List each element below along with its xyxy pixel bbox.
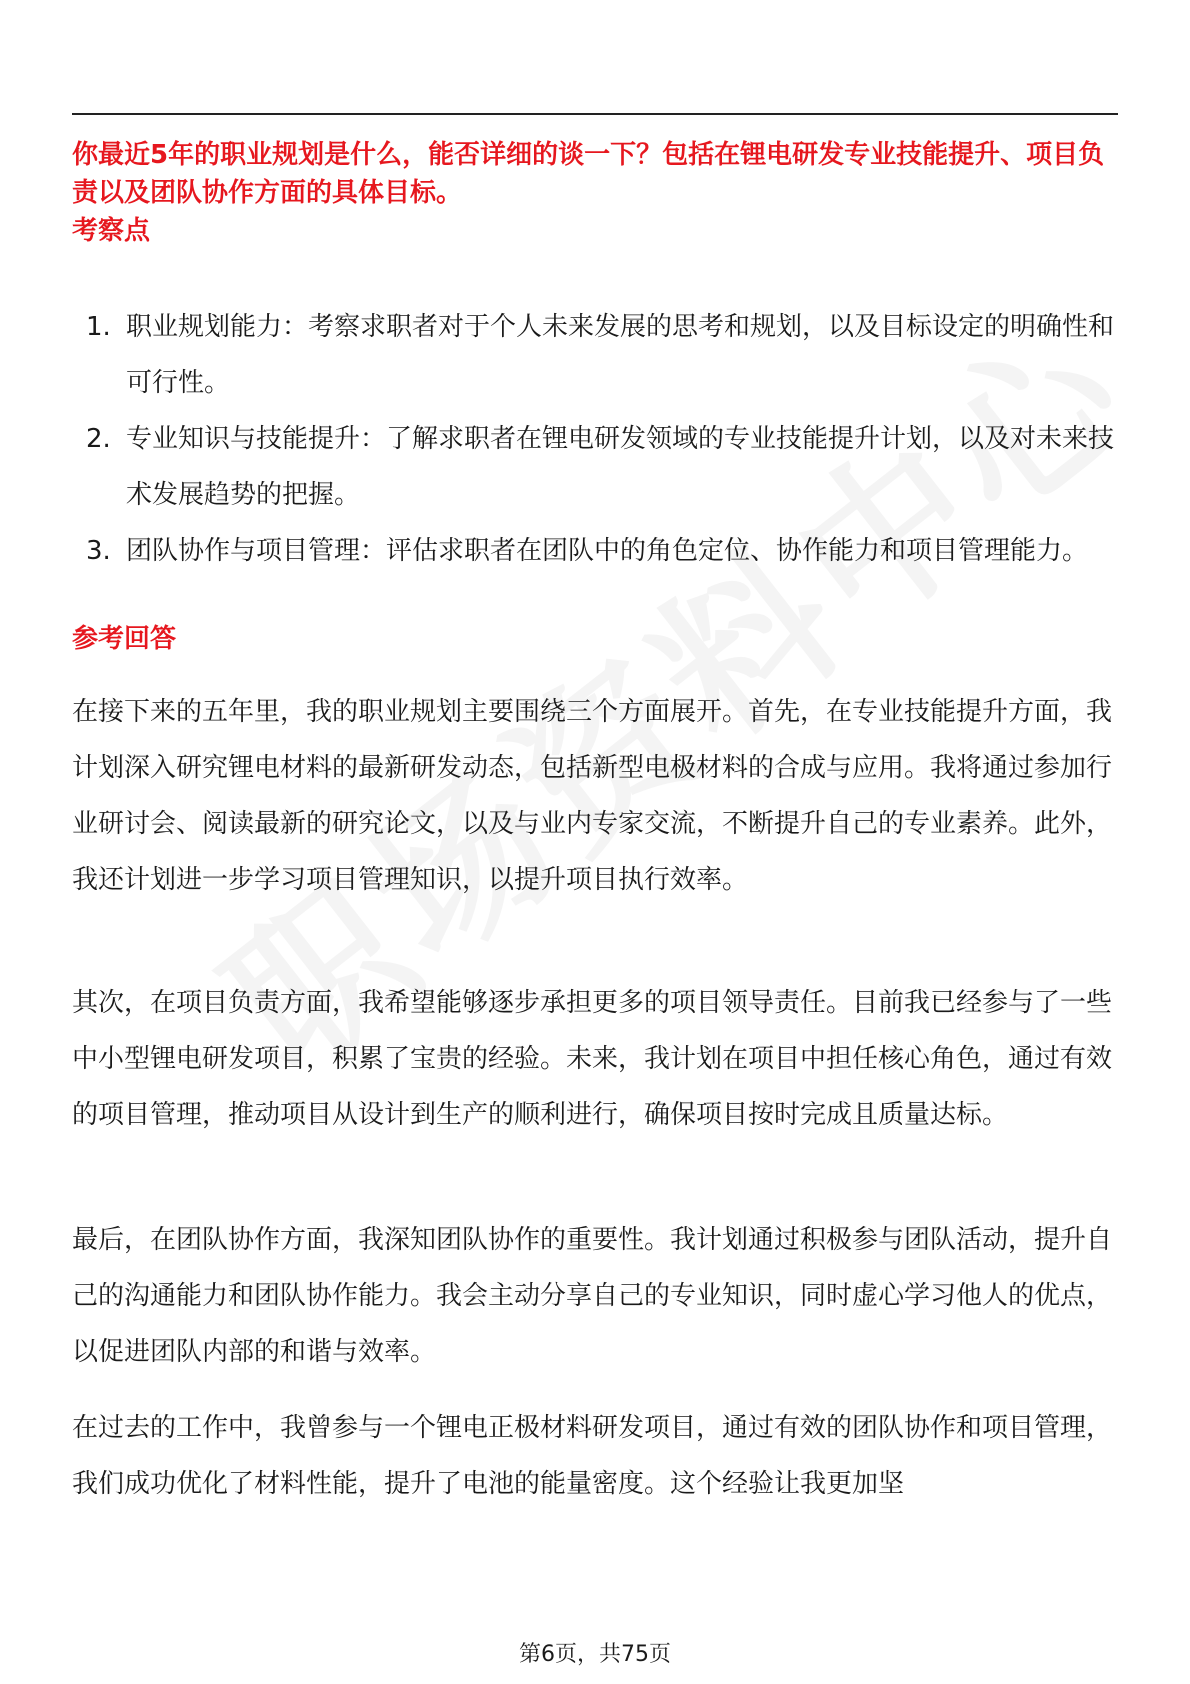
list-number: 2. bbox=[86, 424, 111, 454]
points-heading: 考察点 bbox=[72, 216, 151, 246]
list-item bbox=[72, 299, 1118, 411]
list-text: 团队协作与项目管理：评估求职者在团队中的角色定位、协作能力和项目管理能力。 bbox=[126, 536, 1089, 566]
page-footer: 第6页，共75页 bbox=[519, 1642, 671, 1667]
answer-paragraph: 在接下来的五年里，我的职业规划主要围绕三个方面展开。首先，在专业技能提升方面，我计划深入研究锂电材料的最新研发动态，包括新型电极材料的合成与应用。我将通过参加行业研讨会、阅读最新的研究论文，以及与业内专家交流，不断提升自己的专业素养。此外，我还计划进一步学习项目管理知识，以提升项目执行效率。 bbox=[72, 697, 1113, 895]
list-text: 专业知识与技能提升：了解求职者在锂电研发领域的专业技能提升计划，以及对未来技术发展趋势的把握。 bbox=[126, 424, 1115, 510]
list-number: 1. bbox=[86, 312, 111, 342]
answer-paragraph: 在过去的工作中，我曾参与一个锂电正极材料研发项目，通过有效的团队协作和项目管理，我们成功优化了材料性能，提升了电池的能量密度。这个经验让我更加坚 bbox=[72, 1413, 1113, 1499]
list-item bbox=[72, 523, 1118, 579]
list-number: 3. bbox=[86, 536, 111, 566]
list-text: 职业规划能力：考察求职者对于个人未来发展的思考和规划，以及目标设定的明确性和可行性。 bbox=[126, 312, 1115, 398]
answer-paragraph: 最后，在团队协作方面，我深知团队协作的重要性。我计划通过积极参与团队活动，提升自己的沟通能力和团队协作能力。我会主动分享自己的专业知识，同时虚心学习他人的优点，以促进团队内部的和谐与效率。 bbox=[72, 1225, 1113, 1367]
answer-paragraph: 其次，在项目负责方面，我希望能够逐步承担更多的项目领导责任。目前我已经参与了一些中小型锂电研发项目，积累了宝贵的经验。未来，我计划在项目中担任核心角色，通过有效的项目管理，推动项目从设计到生产的顺利进行，确保项目按时完成且质量达标。 bbox=[72, 988, 1113, 1130]
answer-heading: 参考回答 bbox=[72, 624, 177, 654]
question-title: 你最近5年的职业规划是什么，能否详细的谈一下？包括在锂电研发专业技能提升、项目负责以及团队协作方面的具体目标。 bbox=[72, 140, 1105, 208]
top-divider bbox=[72, 113, 1118, 115]
list-item bbox=[72, 411, 1118, 523]
points-list bbox=[72, 299, 1118, 579]
